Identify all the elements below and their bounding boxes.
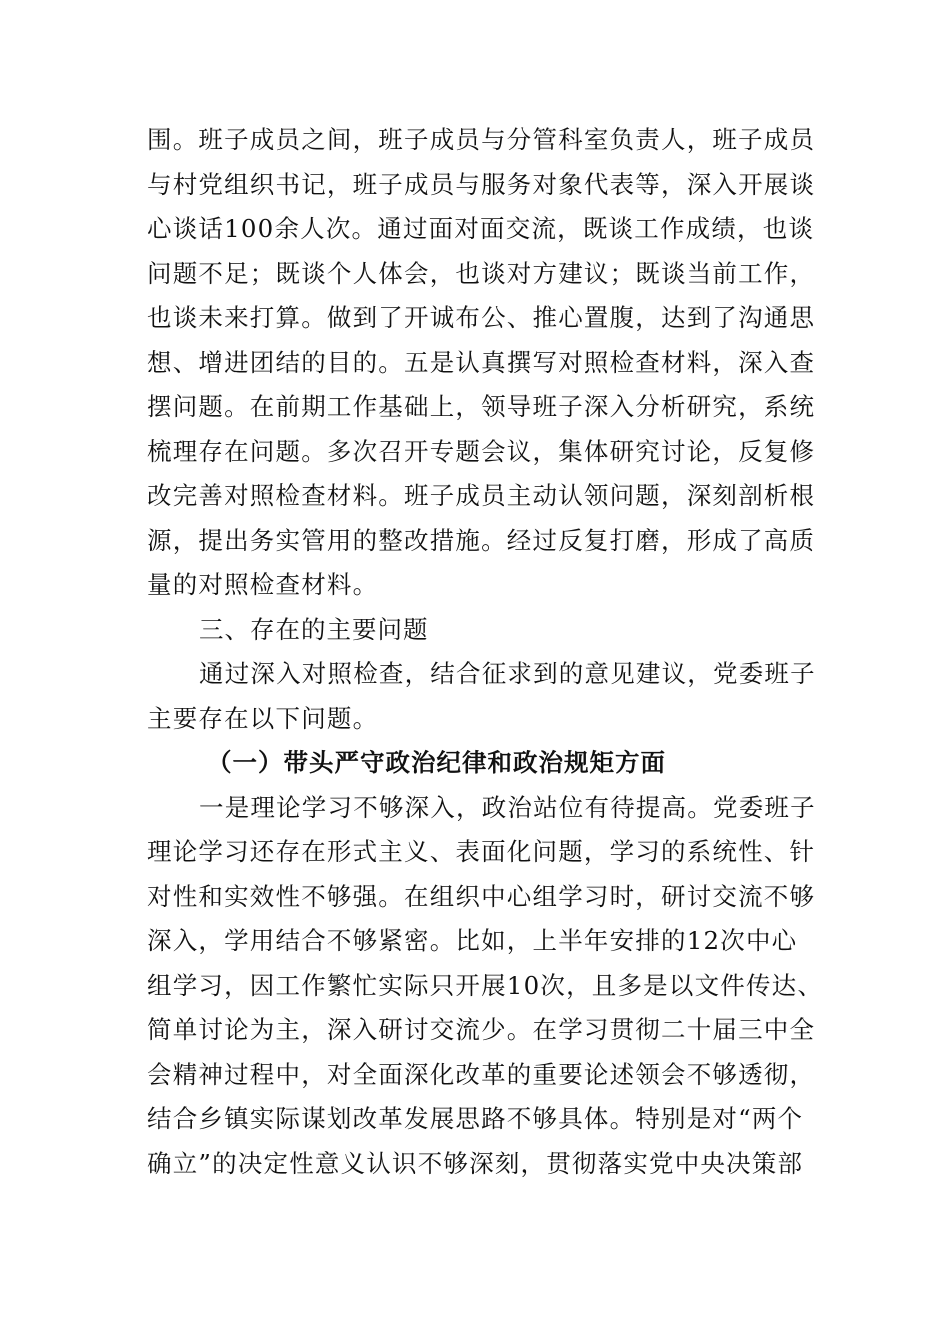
text-line: 改完善对照检查材料。班子成员主动认领问题，深刻剖析根 bbox=[147, 481, 816, 510]
text-line: 结合乡镇实际谋划改革发展思路不够具体。特别是对“两个 bbox=[147, 1104, 804, 1133]
text-line: 对性和实效性不够强。在组织中心组学习时，研讨交流不够 bbox=[147, 881, 816, 911]
subsection-heading: （一）带头严守政治纪律和政治规矩方面 bbox=[207, 748, 666, 777]
text-line: 心谈话100余人次。通过面对面交流，既谈工作成绩，也谈 bbox=[147, 214, 815, 243]
text-line: 源，提出务实管用的整改措施。经过反复打磨，形成了高质 bbox=[147, 525, 816, 555]
section-heading: 三、存在的主要问题 bbox=[199, 614, 429, 644]
text-line: 深入，学用结合不够紧密。比如，上半年安排的12次中心 bbox=[147, 926, 798, 955]
text-line: 摆问题。在前期工作基础上，领导班子深入分析研究，系统 bbox=[147, 392, 816, 421]
text-line: 也谈未来打算。做到了开诚布公、推心置腹，达到了沟通思 bbox=[147, 303, 816, 332]
text-line: 组学习，因工作繁忙实际只开展10次，且多是以文件传达、 bbox=[147, 970, 824, 1000]
text-line: 简单讨论为主，深入研讨交流少。在学习贯彻二十届三中全 bbox=[147, 1015, 816, 1044]
text-line: 问题不足；既谈个人体会，也谈对方建议；既谈当前工作， bbox=[147, 258, 816, 288]
text-line: 确立”的决定性意义认识不够深刻，贯彻落实党中央决策部 bbox=[147, 1148, 804, 1178]
paragraph-first-line: 通过深入对照检查，结合征求到的意见建议，党委班子 bbox=[199, 659, 816, 688]
paragraph-first-line: 一是理论学习不够深入，政治站位有待提高。党委班子 bbox=[199, 792, 816, 822]
text-line: 量的对照检查材料。 bbox=[147, 570, 379, 599]
text-line: 会精神过程中，对全面深化改革的重要论述领会不够透彻， bbox=[147, 1059, 816, 1089]
text-line: 梳理存在问题。多次召开专题会议，集体研究讨论，反复修 bbox=[147, 436, 816, 466]
text-line: 围。班子成员之间，班子成员与分管科室负责人，班子成员 bbox=[147, 125, 816, 154]
text-line: 理论学习还存在形式主义、表面化问题，学习的系统性、针 bbox=[147, 837, 816, 866]
document-body bbox=[147, 118, 824, 1186]
text-line: 想、增进团结的目的。五是认真撰写对照检查材料，深入查 bbox=[147, 347, 816, 377]
text-line: 与村党组织书记，班子成员与服务对象代表等，深入开展谈 bbox=[147, 169, 816, 199]
text-line: 主要存在以下问题。 bbox=[147, 703, 379, 733]
